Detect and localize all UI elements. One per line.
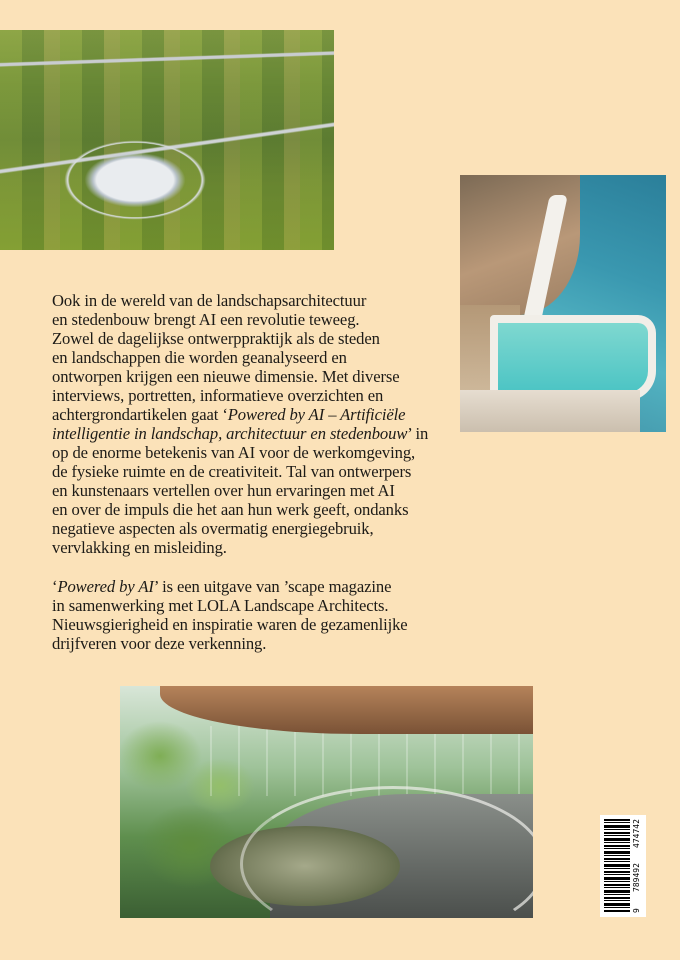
isbn-barcode <box>600 815 646 917</box>
text-line: op de enorme betekenis van AI voor de werkomgeving, <box>52 443 416 462</box>
text-line: drijfveren voor deze verkenning. <box>52 634 267 653</box>
text-line: en stedenbouw brengt AI een revolutie teweeg. <box>52 310 360 329</box>
interior-garden-image <box>120 686 533 918</box>
intro-paragraph <box>52 291 472 557</box>
text-line: en landschappen die worden geanalyseerd en <box>52 348 347 367</box>
text-line: en over de impuls die het aan hun werk geeft, ondanks <box>52 500 409 519</box>
barcode-digits: 9 789492 474742 <box>632 819 641 913</box>
text-line: interviews, portretten, informatieve overzichten en <box>52 386 384 405</box>
text-line: Zowel de dagelijkse ontwerppraktijk als de steden <box>52 329 380 348</box>
text-line: Ook in de wereld van de landschapsarchitectuur <box>52 291 367 310</box>
text-line: en kunstenaars vertellen over hun ervaringen met AI <box>52 481 395 500</box>
book-subtitle: intelligentie in landschap, architectuur en stedenbouw <box>52 424 408 443</box>
text-line: ontworpen krijgen een nieuwe dimensie. Met diverse <box>52 367 400 386</box>
text-line: achtergrondartikelen gaat ‘Powered by AI – Artificiële <box>52 405 406 424</box>
text-line: Nieuwsgierigheid en inspiratie waren de gezamenlijke <box>52 615 408 634</box>
coastal-pool-image <box>460 175 666 432</box>
text-line: in samenwerking met LOLA Landscape Architects. <box>52 596 389 615</box>
text-line: de fysieke ruimte en de creativiteit. Tal van ontwerpers <box>52 462 412 481</box>
book-title: Powered by AI <box>57 577 154 596</box>
publisher-paragraph <box>52 577 472 653</box>
text-line: intelligentie in landschap, architectuur en stedenbouw’ in <box>52 424 429 443</box>
text-line: ‘Powered by AI’ is een uitgave van ’scape magazine <box>52 577 392 596</box>
text-line: negatieve aspecten als overmatig energiegebruik, <box>52 519 374 538</box>
text-line: vervlakking en misleiding. <box>52 538 227 557</box>
book-title: Powered by AI – Artificiële <box>227 405 406 424</box>
barcode-bars <box>604 819 630 913</box>
aerial-campus-image <box>0 30 334 250</box>
